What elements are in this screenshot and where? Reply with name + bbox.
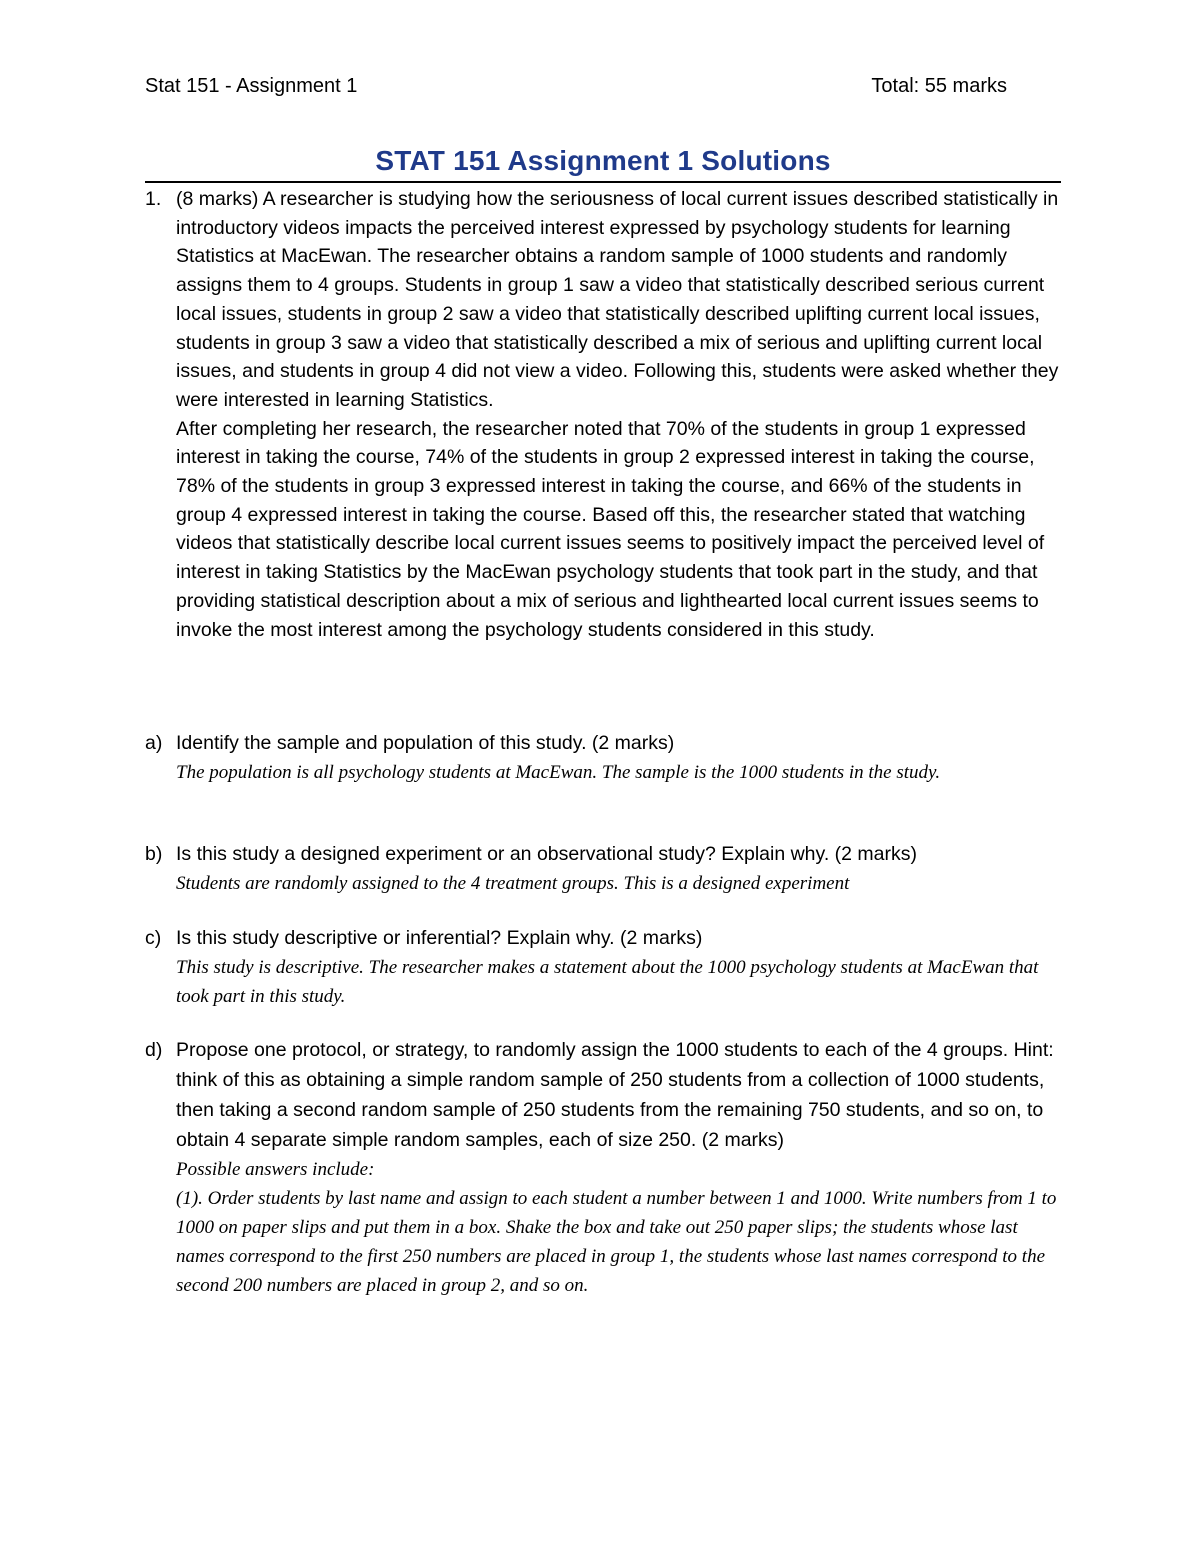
running-header — [145, 72, 1007, 100]
part-label: c) — [145, 927, 162, 949]
header-total-marks: Total: 55 marks — [871, 75, 1007, 97]
part-label: b) — [145, 843, 163, 865]
part-answer-intro: Possible answers include: — [176, 1159, 375, 1180]
title-underline — [145, 181, 1061, 183]
part-b — [145, 839, 1061, 898]
part-prompt: Is this study descriptive or inferential? Explain why. (2 marks) — [176, 927, 703, 949]
question-number: 1. — [145, 188, 162, 210]
part-c — [145, 923, 1061, 1011]
part-answer: This study is descriptive. The researcher makes a statement about the 1000 psychology students at MacEwan that took part in this study. — [176, 957, 1039, 1007]
part-a — [145, 728, 1061, 787]
part-answer-option-1: (1). Order students by last name and assign to each student a number between 1 and 1000. Write numbers from 1 to 1000 on paper slips and put them in a box. Shake the box and take out 250 paper slips; the students whose last names correspond to the first 250 numbers are placed in group 1, the students whose last names correspond to the second 200 numbers are placed in group 2, and so on. — [176, 1188, 1057, 1296]
question-body — [176, 185, 1061, 644]
question-1 — [145, 185, 1061, 644]
question-paragraph-2: After completing her research, the researcher noted that 70% of the students in group 1 expressed interest in taking the course, 74% of the students in group 2 expressed interest in taking the course, 78% of the students in group 3 expressed interest in taking the course, and 66% of the students in group 4 expressed interest in taking the course. Based off this, the researcher stated that watching videos that statistically describe local current issues seems to positively impact the perceived level of interest in taking Statistics by the MacEwan psychology students that took part in the study, and that providing statistical description about a mix of serious and lighthearted local current issues seems to invoke the most interest among the psychology students considered in this study. — [176, 417, 1045, 641]
part-prompt: Identify the sample and population of this study. (2 marks) — [176, 732, 675, 754]
part-answer: The population is all psychology students at MacEwan. The sample is the 1000 students in the study. — [176, 762, 941, 783]
part-answer: Students are randomly assigned to the 4 treatment groups. This is a designed experiment — [176, 873, 850, 894]
header-course-assignment: Stat 151 - Assignment 1 — [145, 75, 358, 97]
part-prompt: Propose one protocol, or strategy, to randomly assign the 1000 students to each of the 4 groups. Hint: think of this as obtaining a simple random sample of 250 students from a collection of 1000 students, then taking a second random sample of 250 students from the remaining 750 students, and so on, to obtain 4 separate simple random samples, each of size 250. (2 marks) — [176, 1039, 1054, 1151]
part-label: a) — [145, 732, 163, 754]
part-prompt: Is this study a designed experiment or an observational study? Explain why. (2 marks) — [176, 843, 917, 865]
document-title: STAT 151 Assignment 1 Solutions — [375, 145, 831, 176]
question-paragraph-1: (8 marks) A researcher is studying how the seriousness of local current issues described statistically in introductory videos impacts the perceived interest expressed by psychology students for learning Statistics at MacEwan. The researcher obtains a random sample of 1000 students and randomly assigns them to 4 groups. Students in group 1 saw a video that statistically described serious current local issues, students in group 2 saw a video that statistically described uplifting current local issues, students in group 3 saw a video that statistically described a mix of serious and uplifting current local issues, and students in group 4 did not view a video. Following this, students were asked whether they were interested in learning Statistics. — [176, 188, 1059, 411]
part-label: d) — [145, 1039, 163, 1061]
part-d — [145, 1035, 1061, 1300]
